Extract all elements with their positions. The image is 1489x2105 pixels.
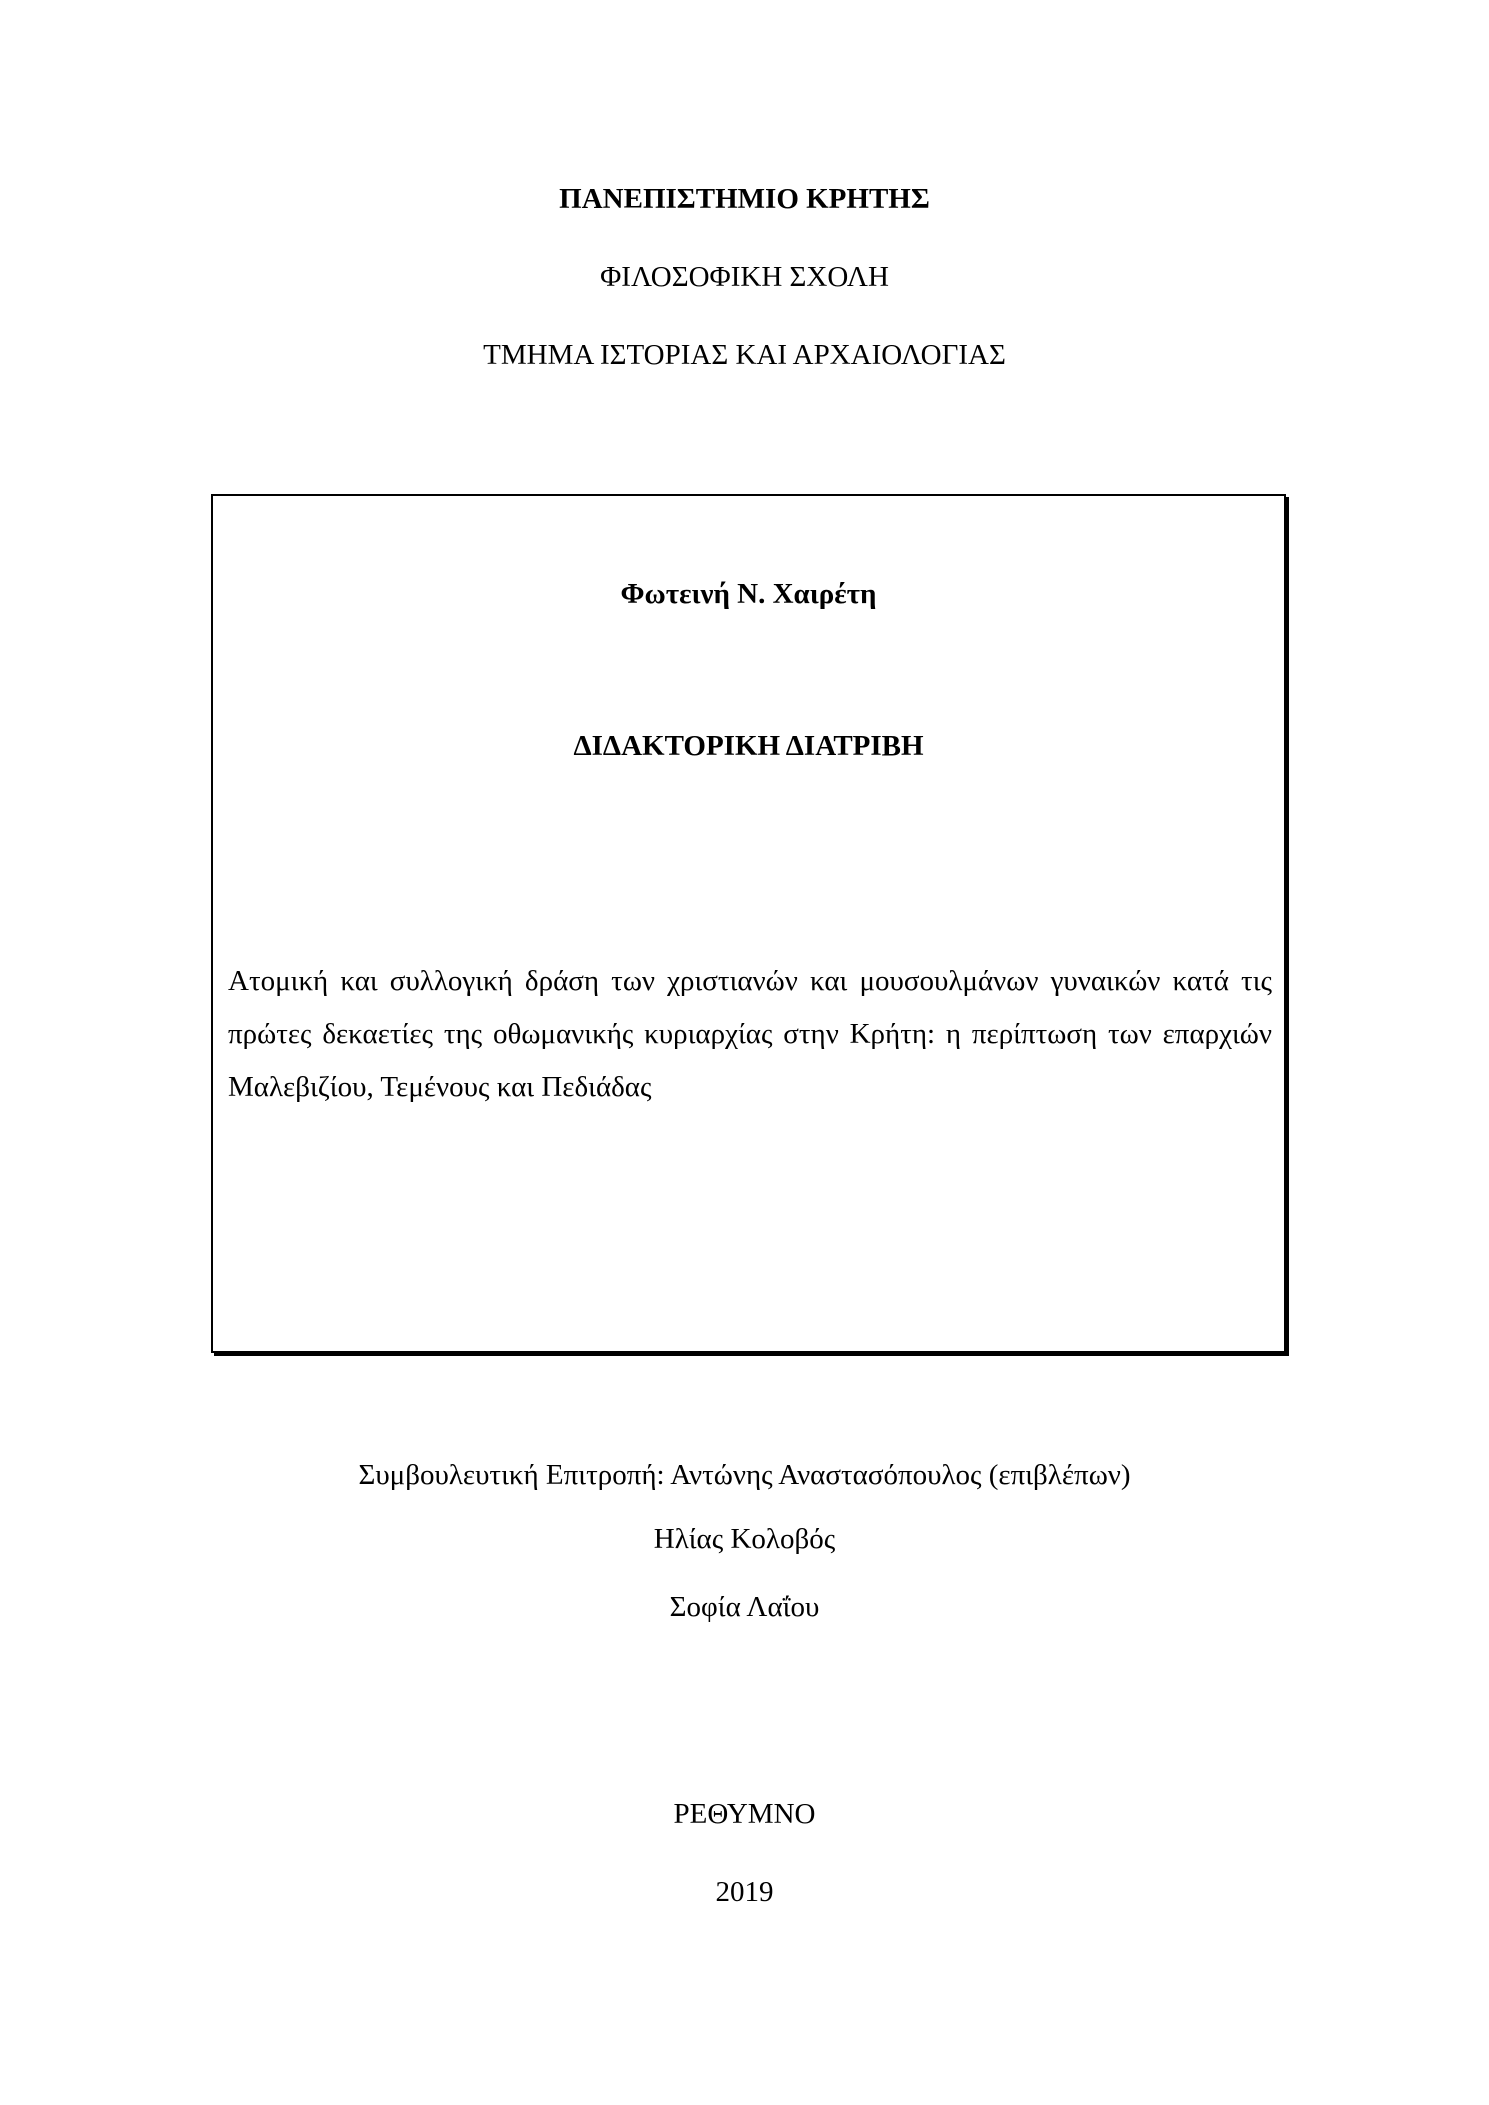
- thesis-title-line: πρώτες δεκαετίες της οθωμανικής κυριαρχίας στην Κρήτη: η περίπτωση των επαρχιών: [228, 1018, 1272, 1050]
- year: 2019: [715, 1876, 774, 1908]
- title-box: [211, 494, 1286, 1353]
- author-name: Φωτεινή Ν. Χαιρέτη: [620, 578, 877, 610]
- thesis-title-line: Ατομική και συλλογική δράση των χριστιανών και μουσουλμάνων γυναικών κατά τις: [228, 965, 1272, 997]
- city: ΡΕΘΥΜΝΟ: [673, 1798, 816, 1830]
- thesis-title: [228, 955, 1272, 1114]
- committee-member: Ηλίας Κολοβός: [653, 1523, 836, 1555]
- thesis-title-line: Μαλεβιζίου, Τεμένους και Πεδιάδας: [228, 1071, 652, 1103]
- document-type: ΔΙΔΑΚΤΟΡΙΚΗ ΔΙΑΤΡΙΒΗ: [573, 730, 924, 762]
- school-name: ΦΙΛΟΣΟΦΙΚΗ ΣΧΟΛΗ: [600, 261, 889, 293]
- committee-member: Σοφία Λαΐου: [669, 1591, 820, 1623]
- committee-line: Συμβουλευτική Επιτροπή: Αντώνης Αναστασόπουλος (επιβλέπων): [358, 1459, 1131, 1491]
- department-name: ΤΜΗΜΑ ΙΣΤΟΡΙΑΣ ΚΑΙ ΑΡΧΑΙΟΛΟΓΙΑΣ: [483, 339, 1006, 371]
- university-name: ΠΑΝΕΠΙΣΤΗΜΙΟ ΚΡΗΤΗΣ: [559, 183, 930, 215]
